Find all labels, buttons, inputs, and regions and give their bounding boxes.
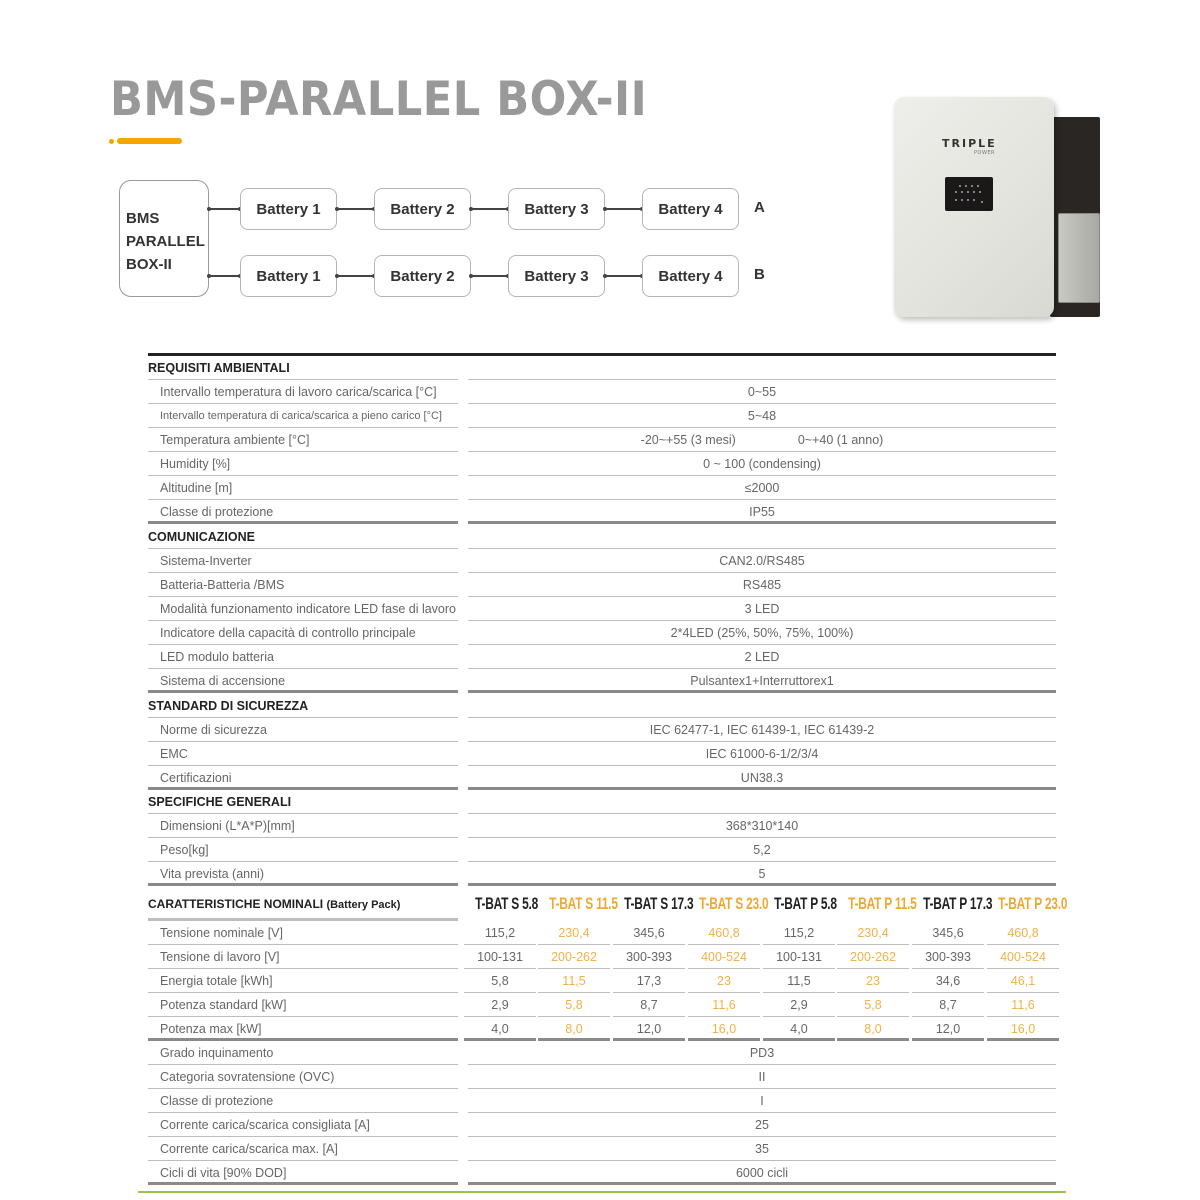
battery-b1: Battery 1 (240, 255, 337, 297)
table-row (138, 1161, 1056, 1185)
row-label: Intervallo temperatura di lavoro carica/scarica [°C] (148, 380, 458, 404)
row-value: IEC 61000-6-1/2/3/4 (468, 742, 1056, 766)
battery-a4: Battery 4 (642, 188, 739, 230)
row-value: IP55 (468, 500, 1056, 524)
model-value-cell: 5,8 (538, 993, 610, 1017)
row-value: 368*310*140 (468, 814, 1056, 838)
row-label: Vita prevista (anni) (148, 862, 458, 886)
model-value-cell: 8,7 (912, 993, 984, 1017)
model-value-cell: 11,6 (688, 993, 760, 1017)
led-panel (945, 177, 993, 211)
model-value-cell: 11,5 (763, 969, 835, 993)
model-value-cell: 12,0 (613, 1017, 685, 1041)
row-label: Altitudine [m] (148, 476, 458, 500)
row-label: Grado inquinamento (148, 1041, 458, 1065)
row-value: I (468, 1089, 1056, 1113)
row-value: Pulsantex1+Interruttorex1 (468, 669, 1056, 693)
model-value-cell: 115,2 (763, 921, 835, 945)
model-value-cell: 46,1 (987, 969, 1059, 993)
row-value-a: -20~+55 (3 mesi) (640, 433, 736, 447)
model-header: T-BAT S 11.5 (549, 894, 618, 913)
model-header: T-BAT P 11.5 (848, 894, 917, 913)
section-title: REQUISITI AMBIENTALI (148, 356, 458, 380)
connector-line (471, 208, 508, 210)
row-label: Categoria sovratensione (OVC) (148, 1065, 458, 1089)
row-value: 3 LED (468, 597, 1056, 621)
connector-line (605, 275, 642, 277)
battery-a1: Battery 1 (240, 188, 337, 230)
model-value-cell: 23 (688, 969, 760, 993)
row-label: Intervallo temperatura di carica/scarica a pieno carico [°C] (148, 404, 458, 428)
model-value-cell: 17,3 (613, 969, 685, 993)
table-row (138, 573, 1056, 597)
table-row (138, 428, 1056, 452)
model-value-cell: 8,0 (837, 1017, 909, 1041)
section-title-text: CARATTERISTICHE NOMINALI (148, 897, 324, 911)
table-row (138, 742, 1056, 766)
section-title: COMUNICAZIONE (148, 525, 458, 549)
model-value-cell: 115,2 (464, 921, 536, 945)
table-row (138, 718, 1056, 742)
row-label: Potenza standard [kW] (148, 993, 458, 1017)
table-row (138, 452, 1056, 476)
table-row (138, 766, 1056, 790)
row-value: II (468, 1065, 1056, 1089)
model-header: T-BAT P 5.8 (774, 894, 837, 913)
section-header (138, 694, 1056, 718)
table-row (138, 1113, 1056, 1137)
model-value-cell: 460,8 (987, 921, 1059, 945)
row-label: Energia totale [kWh] (148, 969, 458, 993)
model-value-cell: 345,6 (613, 921, 685, 945)
connector-line (209, 275, 240, 277)
row-label-a: A (754, 199, 765, 216)
table-row (138, 669, 1056, 693)
row-value: 2*4LED (25%, 50%, 75%, 100%) (468, 621, 1056, 645)
row-value: UN38.3 (468, 766, 1056, 790)
model-header: T-BAT S 5.8 (475, 894, 539, 913)
row-label: Batteria-Batteria /BMS (148, 573, 458, 597)
row-value: ≤2000 (468, 476, 1056, 500)
model-value-cell: 400-524 (987, 945, 1059, 969)
model-value-cell: 8,7 (613, 993, 685, 1017)
row-label: Sistema-Inverter (148, 549, 458, 573)
row-label: Potenza max [kW] (148, 1017, 458, 1041)
row-value: 2 LED (468, 645, 1056, 669)
row-label: Humidity [%] (148, 452, 458, 476)
battery-b4: Battery 4 (642, 255, 739, 297)
connector-line (337, 208, 374, 210)
section-header (138, 356, 1056, 380)
model-header: T-BAT S 23.0 (699, 894, 769, 913)
battery-b3: Battery 3 (508, 255, 605, 297)
table-row (138, 1089, 1056, 1113)
row-label: Peso[kg] (148, 838, 458, 862)
section-title (148, 889, 458, 919)
page-title: BMS-PARALLEL BOX-II (110, 72, 648, 127)
model-value-cell: 300-393 (613, 945, 685, 969)
row-label: Corrente carica/scarica consigliata [A] (148, 1113, 458, 1137)
model-value-cell: 23 (837, 969, 909, 993)
table-row (138, 1041, 1056, 1065)
row-value (468, 428, 1056, 452)
connector-line (471, 275, 508, 277)
section-value-blank (468, 694, 1056, 718)
section-title-suffix: (Battery Pack) (326, 899, 401, 911)
row-label: Cicli di vita [90% DOD] (148, 1161, 458, 1185)
table-row (138, 597, 1056, 621)
table-row (138, 621, 1056, 645)
device-front-panel (894, 97, 1054, 317)
row-value: 0 ~ 100 (condensing) (468, 452, 1056, 476)
model-value-cell: 300-393 (912, 945, 984, 969)
row-value: RS485 (468, 573, 1056, 597)
bms-box-line: BMS (126, 210, 160, 227)
battery-a2: Battery 2 (374, 188, 471, 230)
model-value-cell: 34,6 (912, 969, 984, 993)
model-value-cell: 200-262 (538, 945, 610, 969)
model-value-cell: 345,6 (912, 921, 984, 945)
connector-line (605, 208, 642, 210)
bms-box-line: BOX-II (126, 256, 172, 273)
connector-line (209, 208, 240, 210)
table-row (138, 1065, 1056, 1089)
bms-parallel-box (119, 180, 209, 297)
product-image (890, 95, 1105, 325)
row-value: 5,2 (468, 838, 1056, 862)
model-value-cell: 100-131 (464, 945, 536, 969)
model-value-cell: 4,0 (763, 1017, 835, 1041)
row-label: Tensione di lavoro [V] (148, 945, 458, 969)
row-label: EMC (148, 742, 458, 766)
section-value-blank (468, 790, 1056, 814)
model-header: T-BAT P 17.3 (923, 894, 993, 913)
row-label: Classe di protezione (148, 1089, 458, 1113)
section-header (138, 790, 1056, 814)
section-value-blank (468, 356, 1056, 380)
table-row (138, 500, 1056, 524)
model-header: T-BAT S 17.3 (624, 894, 694, 913)
model-value-cell: 400-524 (688, 945, 760, 969)
model-value-cell: 11,6 (987, 993, 1059, 1017)
table-row (138, 476, 1056, 500)
table-row (138, 549, 1056, 573)
row-label: Certificazioni (148, 766, 458, 790)
battery-a3: Battery 3 (508, 188, 605, 230)
table-row (138, 862, 1056, 886)
model-value-cell: 100-131 (763, 945, 835, 969)
table-row (138, 404, 1056, 428)
row-label: Corrente carica/scarica max. [A] (148, 1137, 458, 1161)
model-value-cell: 2,9 (464, 993, 536, 1017)
model-value-cell: 230,4 (538, 921, 610, 945)
device-terminal-cover (1058, 213, 1100, 303)
row-label: Dimensioni (L*A*P)[mm] (148, 814, 458, 838)
model-value-cell: 8,0 (538, 1017, 610, 1041)
model-value-cell: 5,8 (837, 993, 909, 1017)
section-title: SPECIFICHE GENERALI (148, 790, 458, 814)
row-label: Norme di sicurezza (148, 718, 458, 742)
table-row (138, 814, 1056, 838)
model-value-cell: 200-262 (837, 945, 909, 969)
table-row (138, 380, 1056, 404)
row-label: Temperatura ambiente [°C] (148, 428, 458, 452)
model-value-cell: 230,4 (837, 921, 909, 945)
row-value: PD3 (468, 1041, 1056, 1065)
brand-logo: TRIPLE (942, 137, 997, 150)
model-value-cell: 5,8 (464, 969, 536, 993)
row-value: IEC 62477-1, IEC 61439-1, IEC 61439-2 (468, 718, 1056, 742)
row-value: 35 (468, 1137, 1056, 1161)
row-label: Modalità funzionamento indicatore LED fase di lavoro (148, 597, 458, 621)
connector-line (337, 275, 374, 277)
table-row (138, 838, 1056, 862)
row-value: 5~48 (468, 404, 1056, 428)
row-label: Classe di protezione (148, 500, 458, 524)
footer-rule (138, 1191, 1066, 1193)
row-label: Sistema di accensione (148, 669, 458, 693)
row-value: 25 (468, 1113, 1056, 1137)
model-value-cell: 16,0 (688, 1017, 760, 1041)
accent-bar (117, 138, 182, 144)
row-value: 0~55 (468, 380, 1056, 404)
model-value-cell: 16,0 (987, 1017, 1059, 1041)
model-value-cell: 4,0 (464, 1017, 536, 1041)
battery-b2: Battery 2 (374, 255, 471, 297)
row-value: CAN2.0/RS485 (468, 549, 1056, 573)
section-header (138, 525, 1056, 549)
model-value-cell: 2,9 (763, 993, 835, 1017)
brand-logo-sub: POWER (974, 150, 996, 156)
row-label: Tensione nominale [V] (148, 921, 458, 945)
row-label: LED modulo batteria (148, 645, 458, 669)
row-value: 6000 cicli (468, 1161, 1056, 1185)
row-label-b: B (754, 266, 765, 283)
model-value-cell: 11,5 (538, 969, 610, 993)
bms-box-line: PARALLEL (126, 233, 205, 250)
section-value-blank (468, 525, 1056, 549)
model-value-cell: 12,0 (912, 1017, 984, 1041)
table-row (138, 1137, 1056, 1161)
section-title: STANDARD DI SICUREZZA (148, 694, 458, 718)
row-value-b: 0~+40 (1 anno) (797, 433, 884, 447)
row-label: Indicatore della capacità di controllo principale (148, 621, 458, 645)
model-value-cell: 460,8 (688, 921, 760, 945)
row-value: 5 (468, 862, 1056, 886)
accent-dot (109, 139, 114, 144)
model-header: T-BAT P 23.0 (998, 894, 1068, 913)
table-row (138, 645, 1056, 669)
